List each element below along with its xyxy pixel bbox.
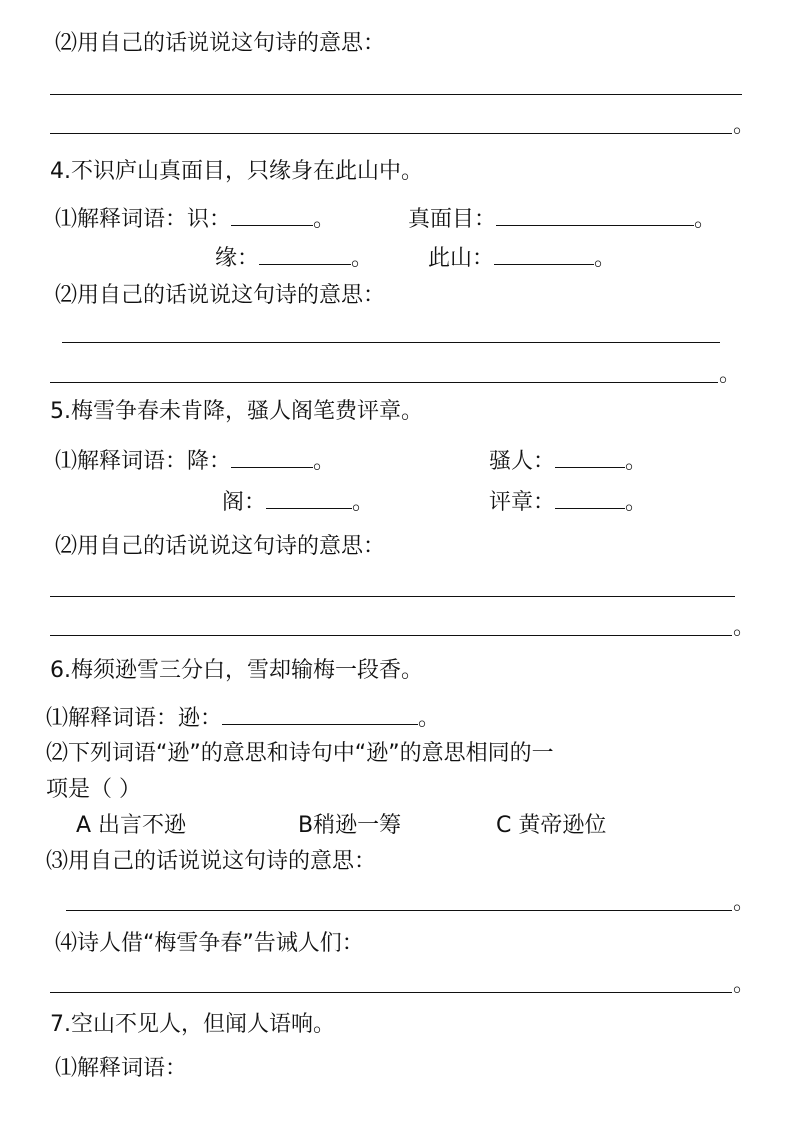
q4-period-4: 。 xyxy=(594,246,617,271)
q4-sub1-label xyxy=(55,205,335,234)
q5-period-1: 。 xyxy=(313,449,336,474)
q4-title: 4.不识庐山真面目，只缘身在此山中。 xyxy=(50,159,423,184)
q5-term-saoren-row xyxy=(489,447,647,476)
q6-sub3-period: 。 xyxy=(733,890,756,915)
q4-term-yuan: 缘： xyxy=(215,246,260,271)
q4-blank-yuan[interactable] xyxy=(259,244,351,265)
q5-blank-saoren[interactable] xyxy=(555,447,625,468)
q4-period-1: 。 xyxy=(313,207,336,232)
q6-sub2-line2: 项是（ ） xyxy=(46,777,141,802)
q4-term-yuan-row xyxy=(215,244,373,273)
q4-blank-shi[interactable] xyxy=(231,205,313,226)
q6-sub1-label xyxy=(46,704,440,733)
q5-term-ge-row xyxy=(222,488,374,517)
q5-line-period: 。 xyxy=(733,615,756,640)
q6-sub4-label: ⑷诗人借“梅雪争春”告诫人们： xyxy=(55,931,364,956)
q4-answer-line-1[interactable] xyxy=(62,342,720,343)
q3-answer-line-1[interactable] xyxy=(50,94,742,95)
q5-blank-pingzhang[interactable] xyxy=(555,488,625,509)
q4-line-period: 。 xyxy=(719,362,742,387)
q5-term-pingzhang-row xyxy=(489,488,647,517)
q6-term-xun: ⑴解释词语：逊： xyxy=(46,706,223,731)
q5-blank-jiang[interactable] xyxy=(231,447,313,468)
q6-option-a[interactable]: A 出言不逊 xyxy=(76,813,187,838)
q6-period-1: 。 xyxy=(418,706,441,731)
q3-line-period: 。 xyxy=(733,113,756,138)
q6-blank-xun[interactable] xyxy=(222,704,418,725)
q5-term-pingzhang: 评章： xyxy=(489,490,556,515)
q3-sub2-label: ⑵用自己的话说说这句诗的意思： xyxy=(55,31,386,56)
q4-blank-cishan[interactable] xyxy=(494,244,594,265)
q4-term-cishan: 此山： xyxy=(428,246,495,271)
q5-period-2: 。 xyxy=(625,449,648,474)
q5-period-3: 。 xyxy=(352,490,375,515)
q5-blank-ge[interactable] xyxy=(266,488,352,509)
q6-sub4-period: 。 xyxy=(733,972,756,997)
q7-sub1-label: ⑴解释词语： xyxy=(55,1056,188,1081)
q6-sub3-answer-line[interactable] xyxy=(66,910,732,911)
q7-title: 7.空山不见人，但闻人语响。 xyxy=(50,1012,335,1037)
q4-period-2: 。 xyxy=(694,207,717,232)
q5-term-saoren: 骚人： xyxy=(489,449,556,474)
q5-answer-line-1[interactable] xyxy=(50,596,735,597)
q3-answer-line-2[interactable] xyxy=(50,133,732,134)
q5-answer-line-2[interactable] xyxy=(50,635,732,636)
q4-answer-line-2[interactable] xyxy=(50,382,718,383)
q4-sub2-label: ⑵用自己的话说说这句诗的意思： xyxy=(55,283,386,308)
q5-period-4: 。 xyxy=(625,490,648,515)
q5-term-jiang: ⑴解释词语：降： xyxy=(55,449,232,474)
q6-option-b[interactable]: B稍逊一筹 xyxy=(298,813,402,838)
q5-sub2-label: ⑵用自己的话说说这句诗的意思： xyxy=(55,534,386,559)
q5-sub1-label xyxy=(55,447,335,476)
q4-term-cishan-row xyxy=(428,244,616,273)
q5-term-ge: 阁： xyxy=(222,490,267,515)
q6-sub4-answer-line[interactable] xyxy=(50,992,732,993)
q4-term-zhenmianmu-row xyxy=(408,205,716,234)
q6-title: 6.梅须逊雪三分白，雪却输梅一段香。 xyxy=(50,658,423,683)
q4-blank-zhenmianmu[interactable] xyxy=(496,205,694,226)
q6-option-c[interactable]: C 黄帝逊位 xyxy=(496,813,607,838)
q4-term-zhenmianmu: 真面目： xyxy=(408,207,497,232)
q6-sub2-line1: ⑵下列词语“逊”的意思和诗句中“逊”的意思相同的一 xyxy=(46,741,554,766)
q6-sub3-label: ⑶用自己的话说说这句诗的意思： xyxy=(46,849,377,874)
q5-title: 5.梅雪争春未肯降，骚人阁笔费评章。 xyxy=(50,399,423,424)
q4-period-3: 。 xyxy=(351,246,374,271)
q4-term-shi: ⑴解释词语：识： xyxy=(55,207,232,232)
